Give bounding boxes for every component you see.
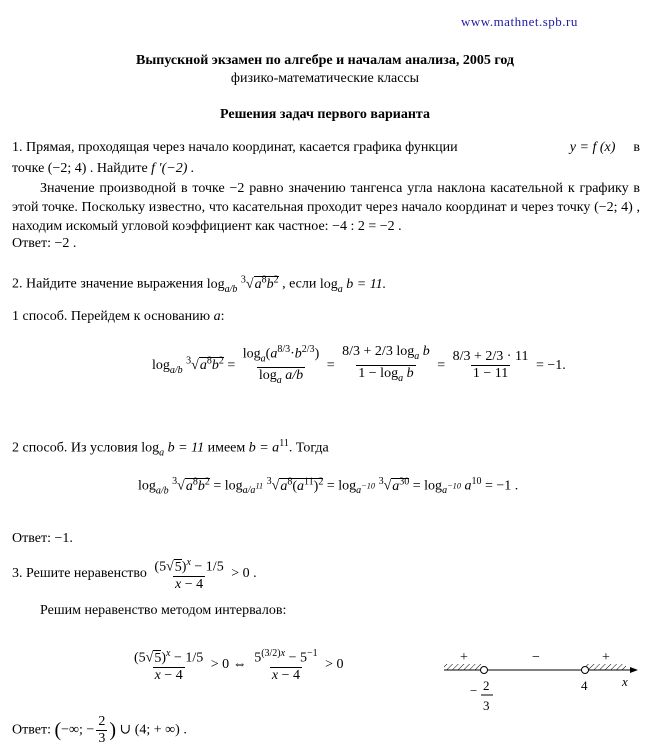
exam-title: Выпускной экзамен по алгебре и началам анализа, 2005 год	[135, 53, 515, 68]
p2-stmt-a: 2. Найдите значение выражения	[12, 276, 204, 292]
axis-arrow-icon	[630, 667, 638, 673]
problem-1-statement	[12, 138, 640, 178]
point-minus-label: −	[470, 683, 478, 698]
exam-subtitle: физико-математические классы	[230, 71, 420, 86]
sign-2: −	[532, 650, 540, 665]
p3-method: Решим неравенство методом интервалов:	[40, 603, 287, 618]
site-url[interactable]: www.mathnet.spb.ru	[461, 14, 578, 29]
p1-deriv: f ′(−2) .	[151, 161, 195, 176]
axis-var: x	[622, 674, 628, 689]
interval-number-line	[440, 648, 640, 720]
problem-2-statement	[12, 270, 640, 298]
p2-way1-result: = −1.	[535, 357, 566, 373]
p2-expr: $\log_{a/b} ^3√a^8b^2$	[206, 274, 279, 295]
p3-formula: $\frac{(5√5)^x - 1/5}{x - 4}$ > 0 ⇔ $\frac{5^{(3/2)x} - 5^{-1}}{x - 4}$ > 0	[134, 648, 344, 683]
point-right	[582, 667, 589, 674]
sign-3: +	[602, 650, 610, 665]
p2-stmt-b: , если	[282, 276, 317, 292]
p2-way2-result: = −1 .	[485, 478, 519, 494]
p2-way1-var: a	[213, 309, 221, 324]
p2-way1: 1 способ. Перейдем к основанию a:	[12, 309, 225, 324]
problem-1-solution: Значение производной в точке −2 равно значению тангенса угла наклона касательной к графику в этой точке. Поскольку известно, что касательная проходит через начало координат и через точку (−2; 4) , находим искомый угловой коэффициент как частное: −4 : 2 = −2 .	[12, 181, 640, 234]
point-frac-num: 2	[483, 678, 490, 693]
p2-way2-formula: $\log_{a/b} ^3√a^8b^2 = \log_{a/a^{11}} ^3√a^8(a^{11})^2 = \log_{a^{-10}} ^3√a^{30} = \log_{a^{-10}} a^{10} = -1$ .	[138, 476, 519, 497]
p1-stmt-c: точке (−2; 4) . Найдите	[12, 161, 148, 176]
point-4-label: 4	[581, 678, 588, 693]
p1-stmt-b: в	[633, 140, 640, 155]
p2-way2: 2 способ. Из условия $\log_a b = 11$ имеем $b = a^{11}$. Тогда	[12, 438, 329, 459]
section-title: Решения задач первого варианта	[220, 107, 430, 122]
p1-stmt-a: 1. Прямая, проходящая через начало координат, касается графика функции	[12, 140, 458, 155]
p1-func: y = f (x)	[569, 140, 616, 155]
problem-3-answer: Ответ: (−∞; − $\frac{2}{3}$ ) ∪ (4; + ∞) .	[12, 714, 187, 746]
point-frac-den: 3	[483, 698, 490, 713]
problem-2-answer: Ответ: −1.	[12, 531, 73, 546]
problem-3-statement: 3. Решите неравенство $\frac{(5√5)^x - 1/5}{x - 4}$ > 0 .	[12, 557, 257, 592]
problem-1-answer: Ответ: −2 .	[12, 236, 77, 251]
point-left	[481, 667, 488, 674]
p2-way1-formula: $\log_{a/b} ^3√a^8b^2$ = $\frac{\log_a(a^{8/3}\cdot b^{2/3})}{\log_a a/b}$ = $\frac{8/3 + 2/3 \log_a b}{1 - \log_a b}$ = $\frac{8/3 + 2/3 \cdot 11}{1 - 11}$ = −1.	[152, 342, 566, 389]
sign-1: +	[460, 650, 468, 665]
p2-cond: $\log_a b = 11$.	[319, 276, 387, 295]
